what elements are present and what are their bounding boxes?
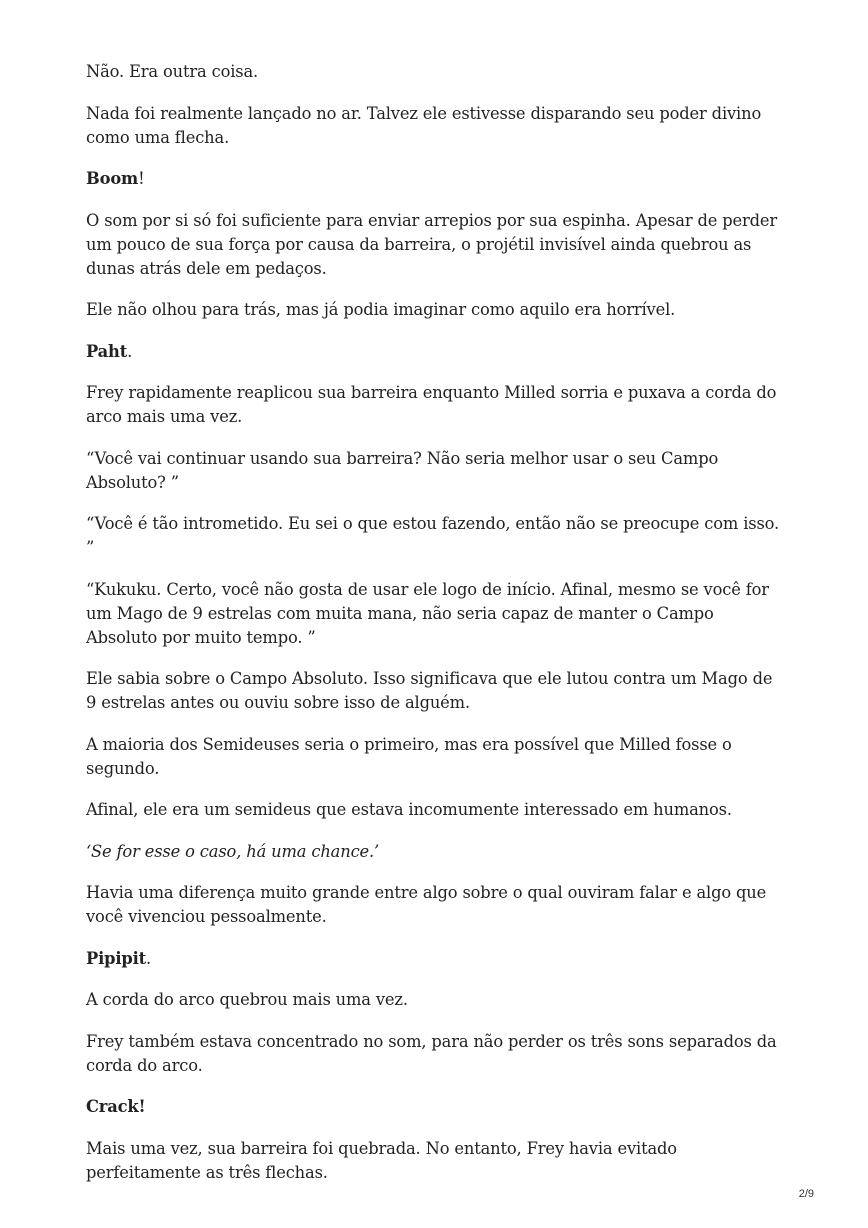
dialogue: “Kukuku. Certo, você não gosta de usar ele logo de início. Afinal, mesmo se você for um Mago de 9 estrelas com muita mana, não seria capaz de manter o Campo Absoluto por muito tempo. ”	[86, 579, 769, 647]
sound-effect: Boom!	[86, 169, 145, 188]
paragraph: Ele sabia sobre o Campo Absoluto. Isso significava que ele lutou contra um Mago de 9 estrelas antes ou ouviu sobre isso de alguém.	[86, 669, 773, 712]
dialogue: “Você vai continuar usando sua barreira? Não seria melhor usar o seu Campo Absoluto? ”	[86, 448, 719, 492]
paragraph: Não. Era outra coisa.	[86, 62, 259, 81]
paragraph: Mais uma vez, sua barreira foi quebrada. No entanto, Frey havia evitado perfeitamente as três flechas.	[86, 1138, 677, 1182]
paragraph: Havia uma diferença muito grande entre algo sobre o qual ouviram falar e algo que você vivenciou pessoalmente.	[86, 883, 767, 926]
sound-effect: Crack!	[86, 1097, 146, 1116]
paragraph: Ele não olhou para trás, mas já podia imaginar como aquilo era horrível.	[86, 300, 676, 319]
body-text	[86, 60, 786, 1202]
paragraph: Afinal, ele era um semideus que estava incomumente interessado em humanos.	[86, 800, 732, 819]
sound-effect: Paht.	[86, 341, 133, 361]
paragraph: Frey rapidamente reaplicou sua barreira enquanto Milled sorria e puxava a corda do arco mais uma vez.	[86, 383, 777, 426]
paragraph: Nada foi realmente lançado no ar. Talvez ele estivesse disparando seu poder divino como uma flecha.	[86, 103, 762, 147]
paragraph: A maioria dos Semideuses seria o primeiro, mas era possível que Milled fosse o segundo.	[86, 734, 732, 778]
paragraph: O som por si só foi suficiente para enviar arrepios por sua espinha. Apesar de perder um pouco de sua força por causa da barreira, o projétil invisível ainda quebrou as dunas atrás dele em pedaços.	[86, 210, 778, 278]
thought: ‘Se for esse o caso, há uma chance.’	[86, 841, 380, 861]
paragraph: Frey também estava concentrado no som, para não perder os três sons separados da corda do arco.	[86, 1031, 777, 1075]
sound-effect: Pipipit.	[86, 948, 152, 968]
page-number: 2/9	[798, 1188, 814, 1200]
paragraph: A corda do arco quebrou mais uma vez.	[86, 990, 408, 1009]
dialogue: “Você é tão intrometido. Eu sei o que estou fazendo, então não se preocupe com isso. ”	[86, 514, 780, 557]
